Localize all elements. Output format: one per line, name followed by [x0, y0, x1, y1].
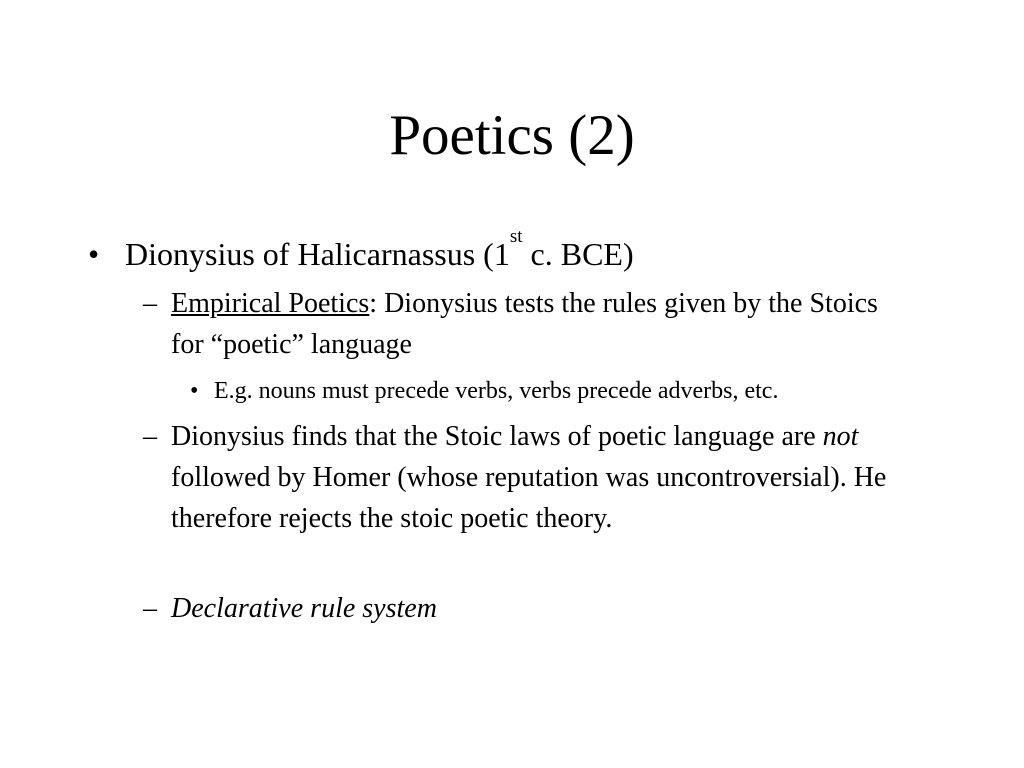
subbullet-text [171, 283, 911, 365]
declarative-text: Declarative rule system [171, 593, 437, 624]
example-text: E.g. nouns must precede verbs, verbs precede adverbs, etc. [214, 378, 779, 404]
italic-not: not [822, 421, 859, 452]
subbullet-empirical-poetics [143, 283, 913, 365]
stoic-laws-text-end: followed by Homer (whose reputation was uncontroversial). He therefore rejects the stoic poetic theory. [171, 462, 887, 534]
subbullet-text [171, 416, 911, 539]
bullet-text-end: c. BCE) [522, 236, 634, 272]
ordinal-superscript: st [509, 226, 523, 247]
empirical-poetics-term: Empirical Poetics [171, 288, 370, 319]
dash-marker: – [143, 593, 157, 624]
subbullet-stoic-laws [143, 416, 913, 539]
bullet-marker: • [88, 236, 100, 272]
bullet-marker-small: • [190, 378, 199, 404]
bullet-text [125, 226, 634, 277]
dash-marker: – [143, 421, 157, 452]
dash-marker: – [143, 288, 157, 319]
bullet-text-main: Dionysius of Halicarnassus (1 [125, 236, 510, 272]
stoic-laws-text-start: Dionysius finds that the Stoic laws of poetic language are [171, 421, 823, 452]
subbullet-declarative [143, 588, 913, 629]
empirical-poetics-desc: : Dionysius tests the rules given by the Stoics for “poetic” language [171, 288, 878, 360]
slide-title: Poetics (2) [389, 104, 635, 167]
